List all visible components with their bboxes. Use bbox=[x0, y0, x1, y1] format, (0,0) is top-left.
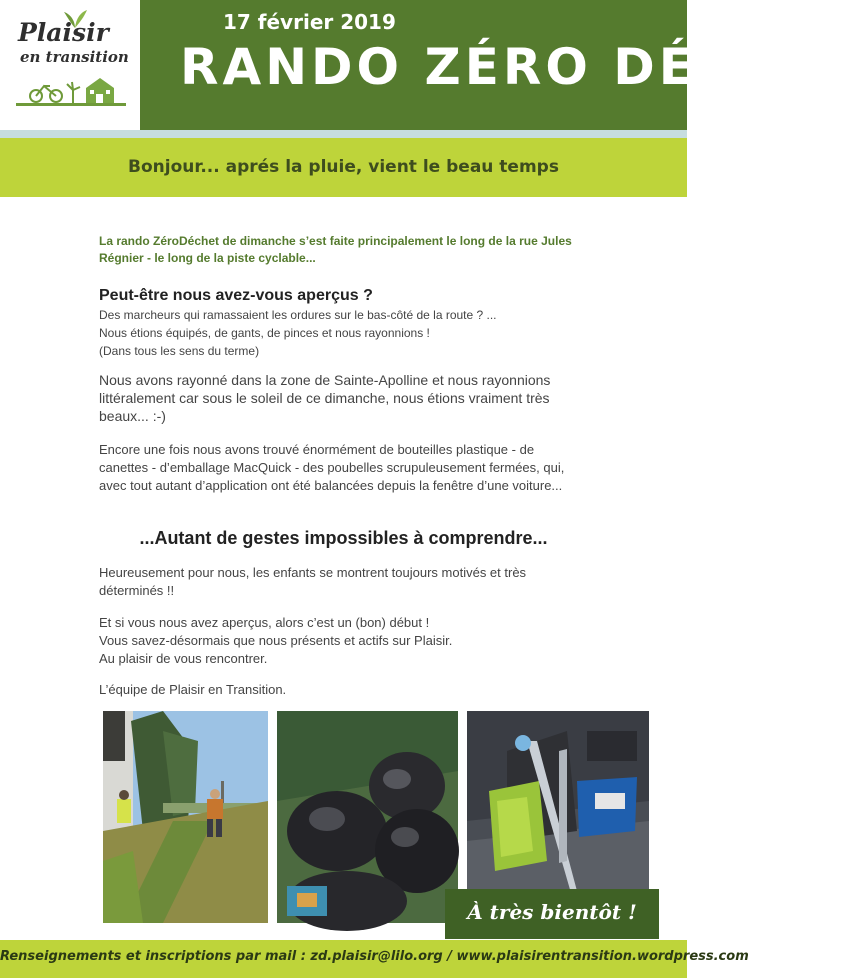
signature-line: L’équipe de Plaisir en Transition. bbox=[99, 682, 287, 697]
header-divider bbox=[0, 130, 687, 138]
paragraph-1: Des marcheurs qui ramassaient les ordures sur le bas-côté de la route ? ... Nous étions équipés, de gants, de pinces et nous rayonnions ! (Dans tous les sens du terme) bbox=[99, 308, 497, 358]
paragraph-3: Encore une fois nous avons trouvé énormément de bouteilles plastique - de canettes - d’emballage MacQuick - des poubelles scrupuleusement fermées, qui, avec tout autant d’application ont été balancées depuis la fenêtre d’une voiture... bbox=[99, 442, 565, 493]
signoff-text: À très bientôt ! bbox=[467, 900, 637, 924]
question-heading: Peut-être nous avez-vous aperçus ? bbox=[99, 287, 373, 304]
footer-bar bbox=[0, 940, 749, 978]
logo-subtitle: en transition bbox=[20, 48, 129, 66]
event-date: 17 février 2019 bbox=[223, 10, 396, 34]
subheading: ...Autant de gestes impossibles à comprendre... bbox=[139, 528, 548, 548]
greeting-band bbox=[0, 138, 687, 197]
photo-walkers bbox=[103, 711, 268, 923]
page-title: RANDO ZÉRO DÉCHET bbox=[180, 38, 860, 96]
signoff-box bbox=[445, 889, 659, 939]
logo bbox=[0, 0, 140, 130]
photo-garbage-bags bbox=[277, 711, 458, 923]
intro-paragraph: La rando ZéroDéchet de dimanche s’est faite principalement le long de la rue Jules Régnier - le long de la piste cyclable... bbox=[99, 234, 572, 265]
paragraph-4: Heureusement pour nous, les enfants se montrent toujours motivés et très déterminés !! bbox=[99, 565, 527, 598]
contact-info[interactable]: Renseignements et inscriptions par mail : zd.plaisir@lilo.org / www.plaisirentransition.wordpress.com bbox=[0, 949, 749, 964]
greeting-text: Bonjour... aprés la pluie, vient le beau temps bbox=[128, 157, 559, 177]
bicycle-house-icon bbox=[16, 72, 126, 108]
logo-title: Plaisir bbox=[18, 18, 109, 47]
header-banner bbox=[140, 0, 860, 130]
paragraph-2: Nous avons rayonné dans la zone de Sainte-Apolline et nous rayonnions littéralement car sous le soleil de ce dimanche, nous étions vraiment très beaux... :-) bbox=[99, 372, 551, 424]
paragraph-5: Et si vous nous avez aperçus, alors c’est un (bon) début ! Vous savez-désormais que nous présents et actifs sur Plaisir. Au plaisir de vous rencontrer. bbox=[99, 615, 453, 666]
